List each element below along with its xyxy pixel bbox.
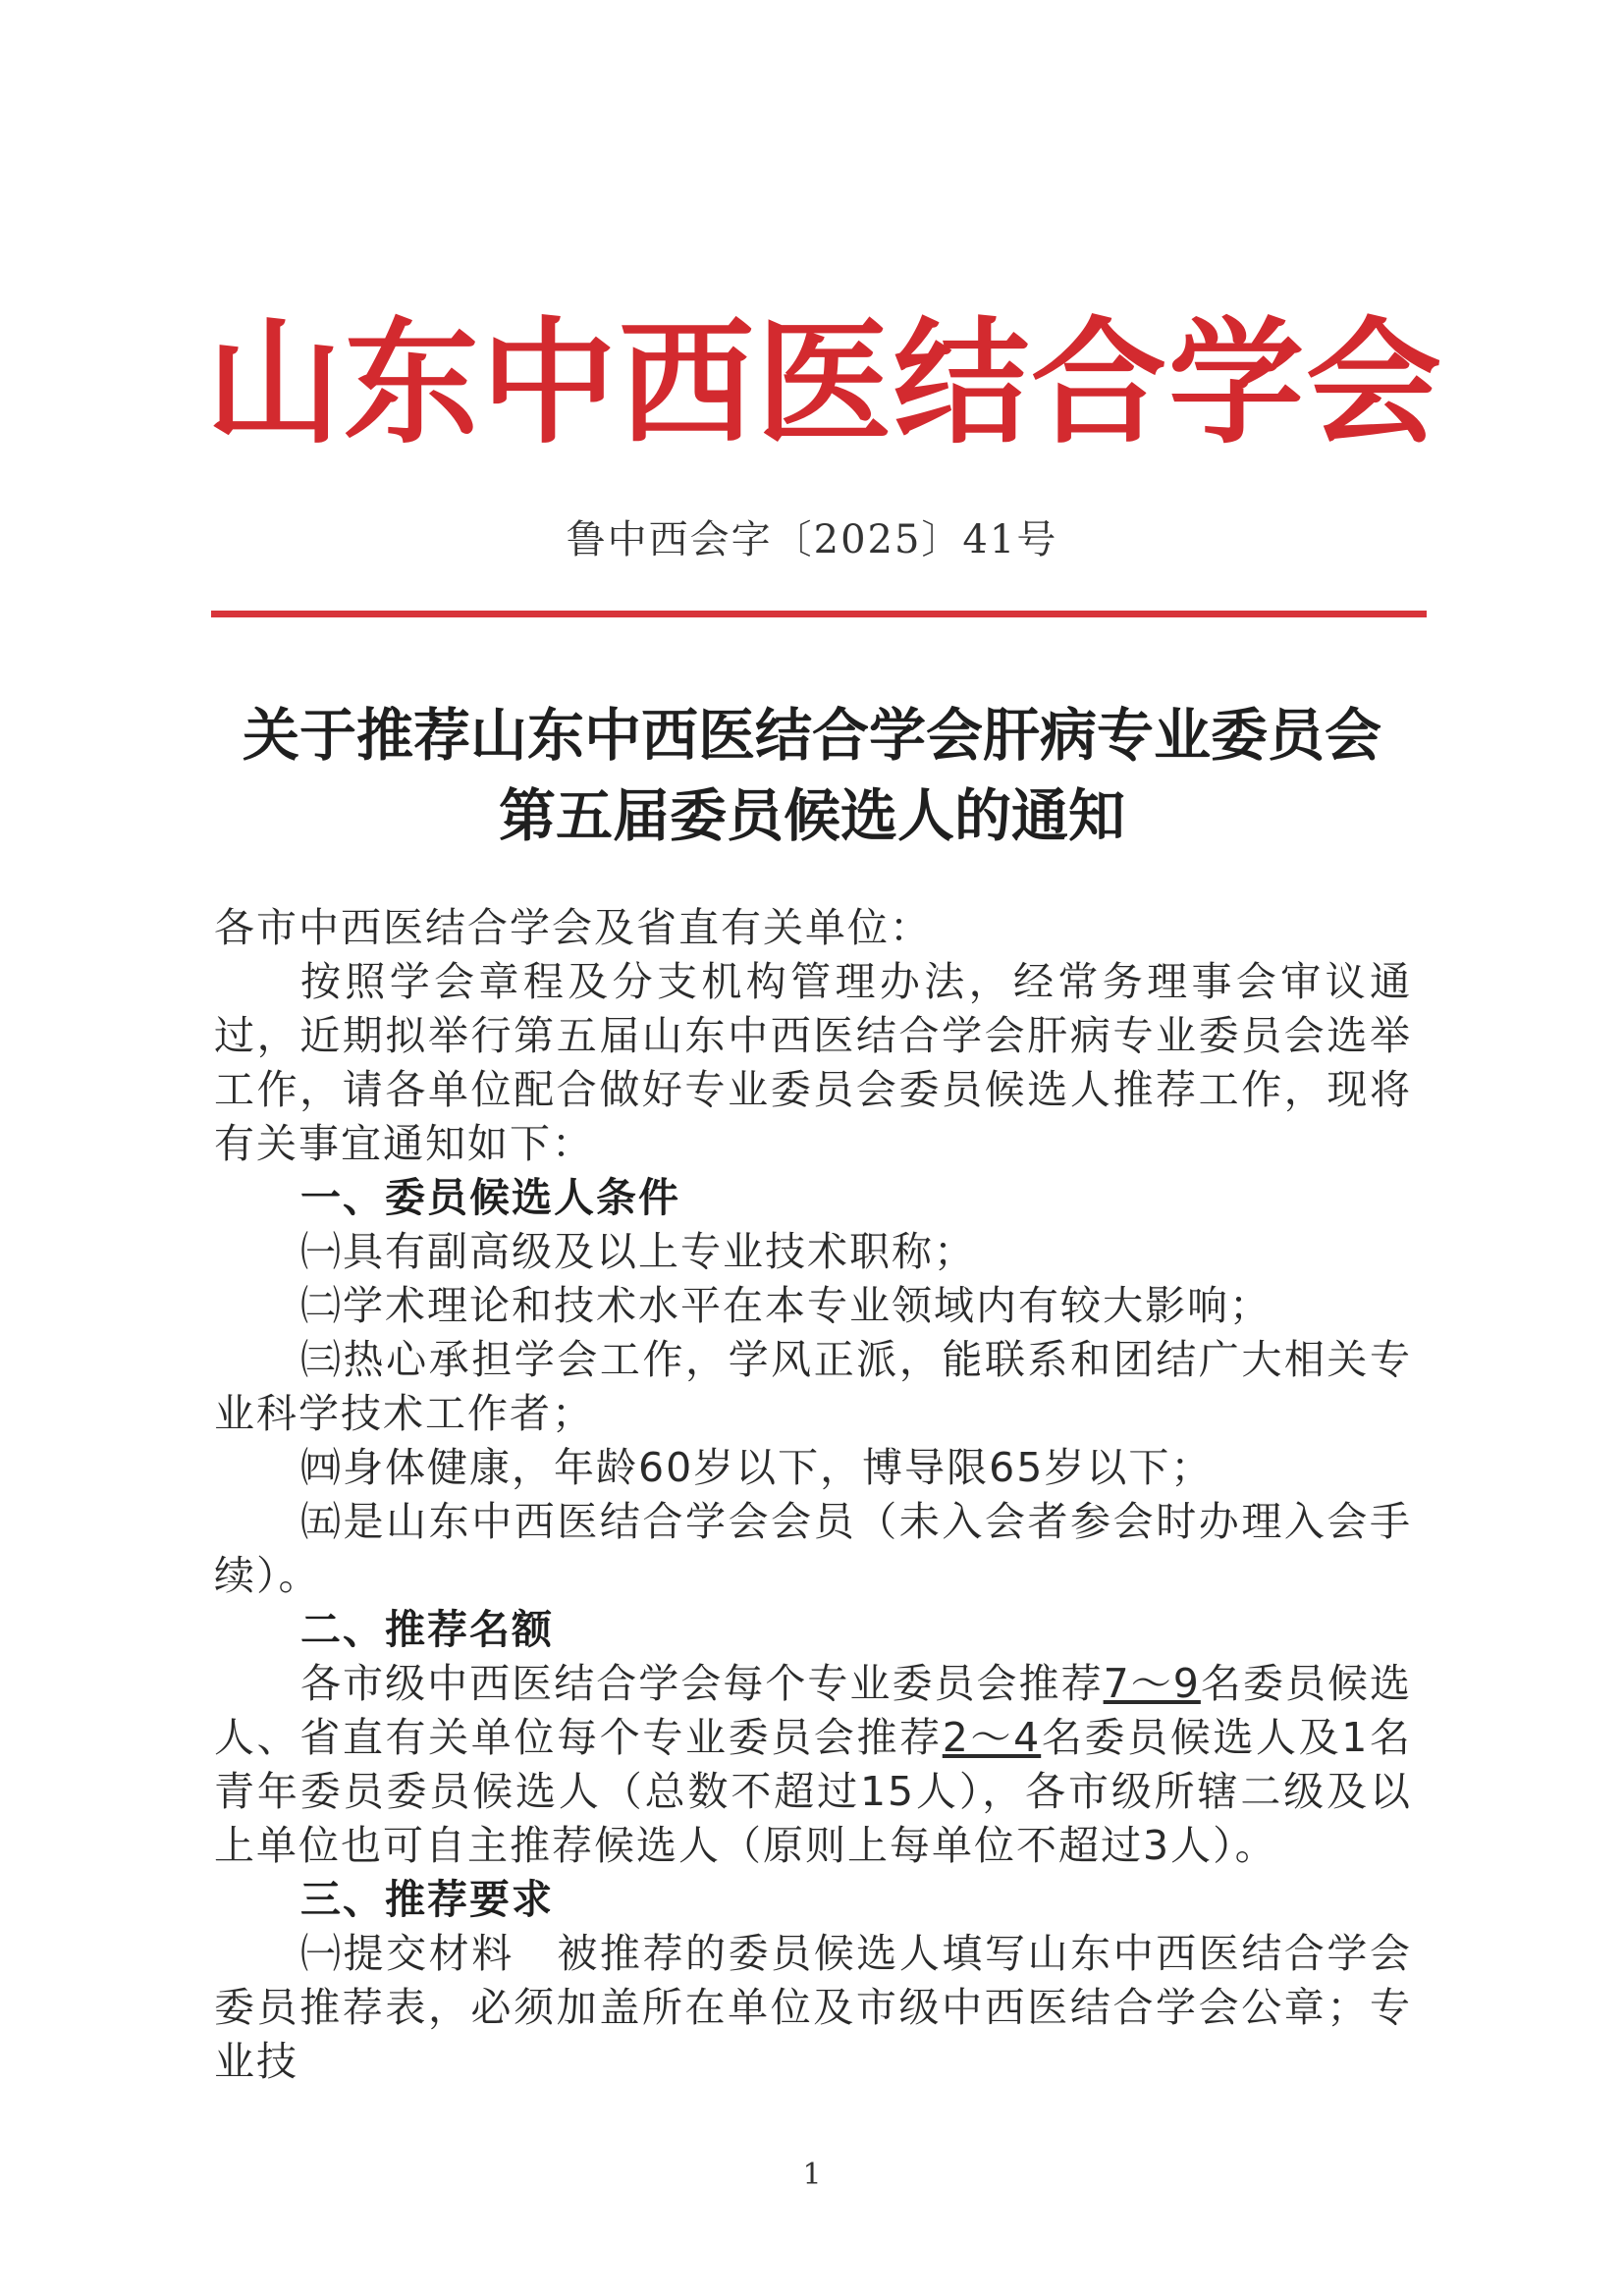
section-1-item: ㈡学术理论和技术水平在本专业领域内有较大影响； xyxy=(300,1282,1272,1329)
letterhead-org-name: 山东中西医结合学会 xyxy=(206,302,1444,462)
document-number: 鲁中西会字〔2025〕41号 xyxy=(566,517,1058,562)
section-1-item: ㈣身体健康，年龄60岁以下，博导限65岁以下； xyxy=(300,1444,1214,1491)
quota-province: 2～4 xyxy=(942,1714,1042,1761)
notice-title-line-1: 关于推荐山东中西医结合学会肝病专业委员会 xyxy=(242,702,1381,769)
section-2-paragraph xyxy=(214,1657,1412,1873)
section-1-item: ㈠具有副高级及以上专业技术职称； xyxy=(300,1228,976,1275)
section-2-heading: 二、推荐名额 xyxy=(300,1606,554,1653)
page-number: 1 xyxy=(802,2158,822,2192)
section-1-heading: 一、委员候选人条件 xyxy=(300,1174,680,1221)
red-divider xyxy=(211,611,1427,617)
notice-body xyxy=(214,901,1412,2089)
section-3-item: ㈠提交材料 被推荐的委员候选人填写山东中西医结合学会委员推荐表，必须加盖所在单位及市级中西医结合学会公章；专业技 xyxy=(214,1930,1412,2085)
section-3-heading: 三、推荐要求 xyxy=(300,1876,554,1923)
intro-paragraph: 按照学会章程及分支机构管理办法，经常务理事会审议通过，近期拟举行第五届山东中西医结合学会肝病专业委员会选举工作，请各单位配合做好专业委员会委员候选人推荐工作，现将有关事宜通知如下： xyxy=(214,958,1412,1167)
notice-title-line-2: 第五届委员候选人的通知 xyxy=(498,782,1125,849)
notice-title xyxy=(0,695,1624,856)
section-1-item: ㈤是山东中西医结合学会会员（未入会者参会时办理入会手续）。 xyxy=(214,1498,1412,1599)
salutation: 各市中西医结合学会及省直有关单位： xyxy=(214,904,932,951)
quota-text-b: 名委员候选人、省直有关单位每个专业委员会推荐 xyxy=(214,1660,1413,1761)
section-1-item: ㈢热心承担学会工作，学风正派，能联系和团结广大相关专业科学技术工作者； xyxy=(214,1336,1412,1437)
quota-text-a: 各市级中西医结合学会每个专业委员会推荐 xyxy=(300,1660,1104,1707)
quota-text-c: 名委员候选人及1名青年委员委员候选人（总数不超过15人），各市级所辖二级及以上单位也可自主推荐候选人（原则上每单位不超过3人）。 xyxy=(214,1714,1413,1869)
quota-city: 7～9 xyxy=(1103,1660,1201,1707)
